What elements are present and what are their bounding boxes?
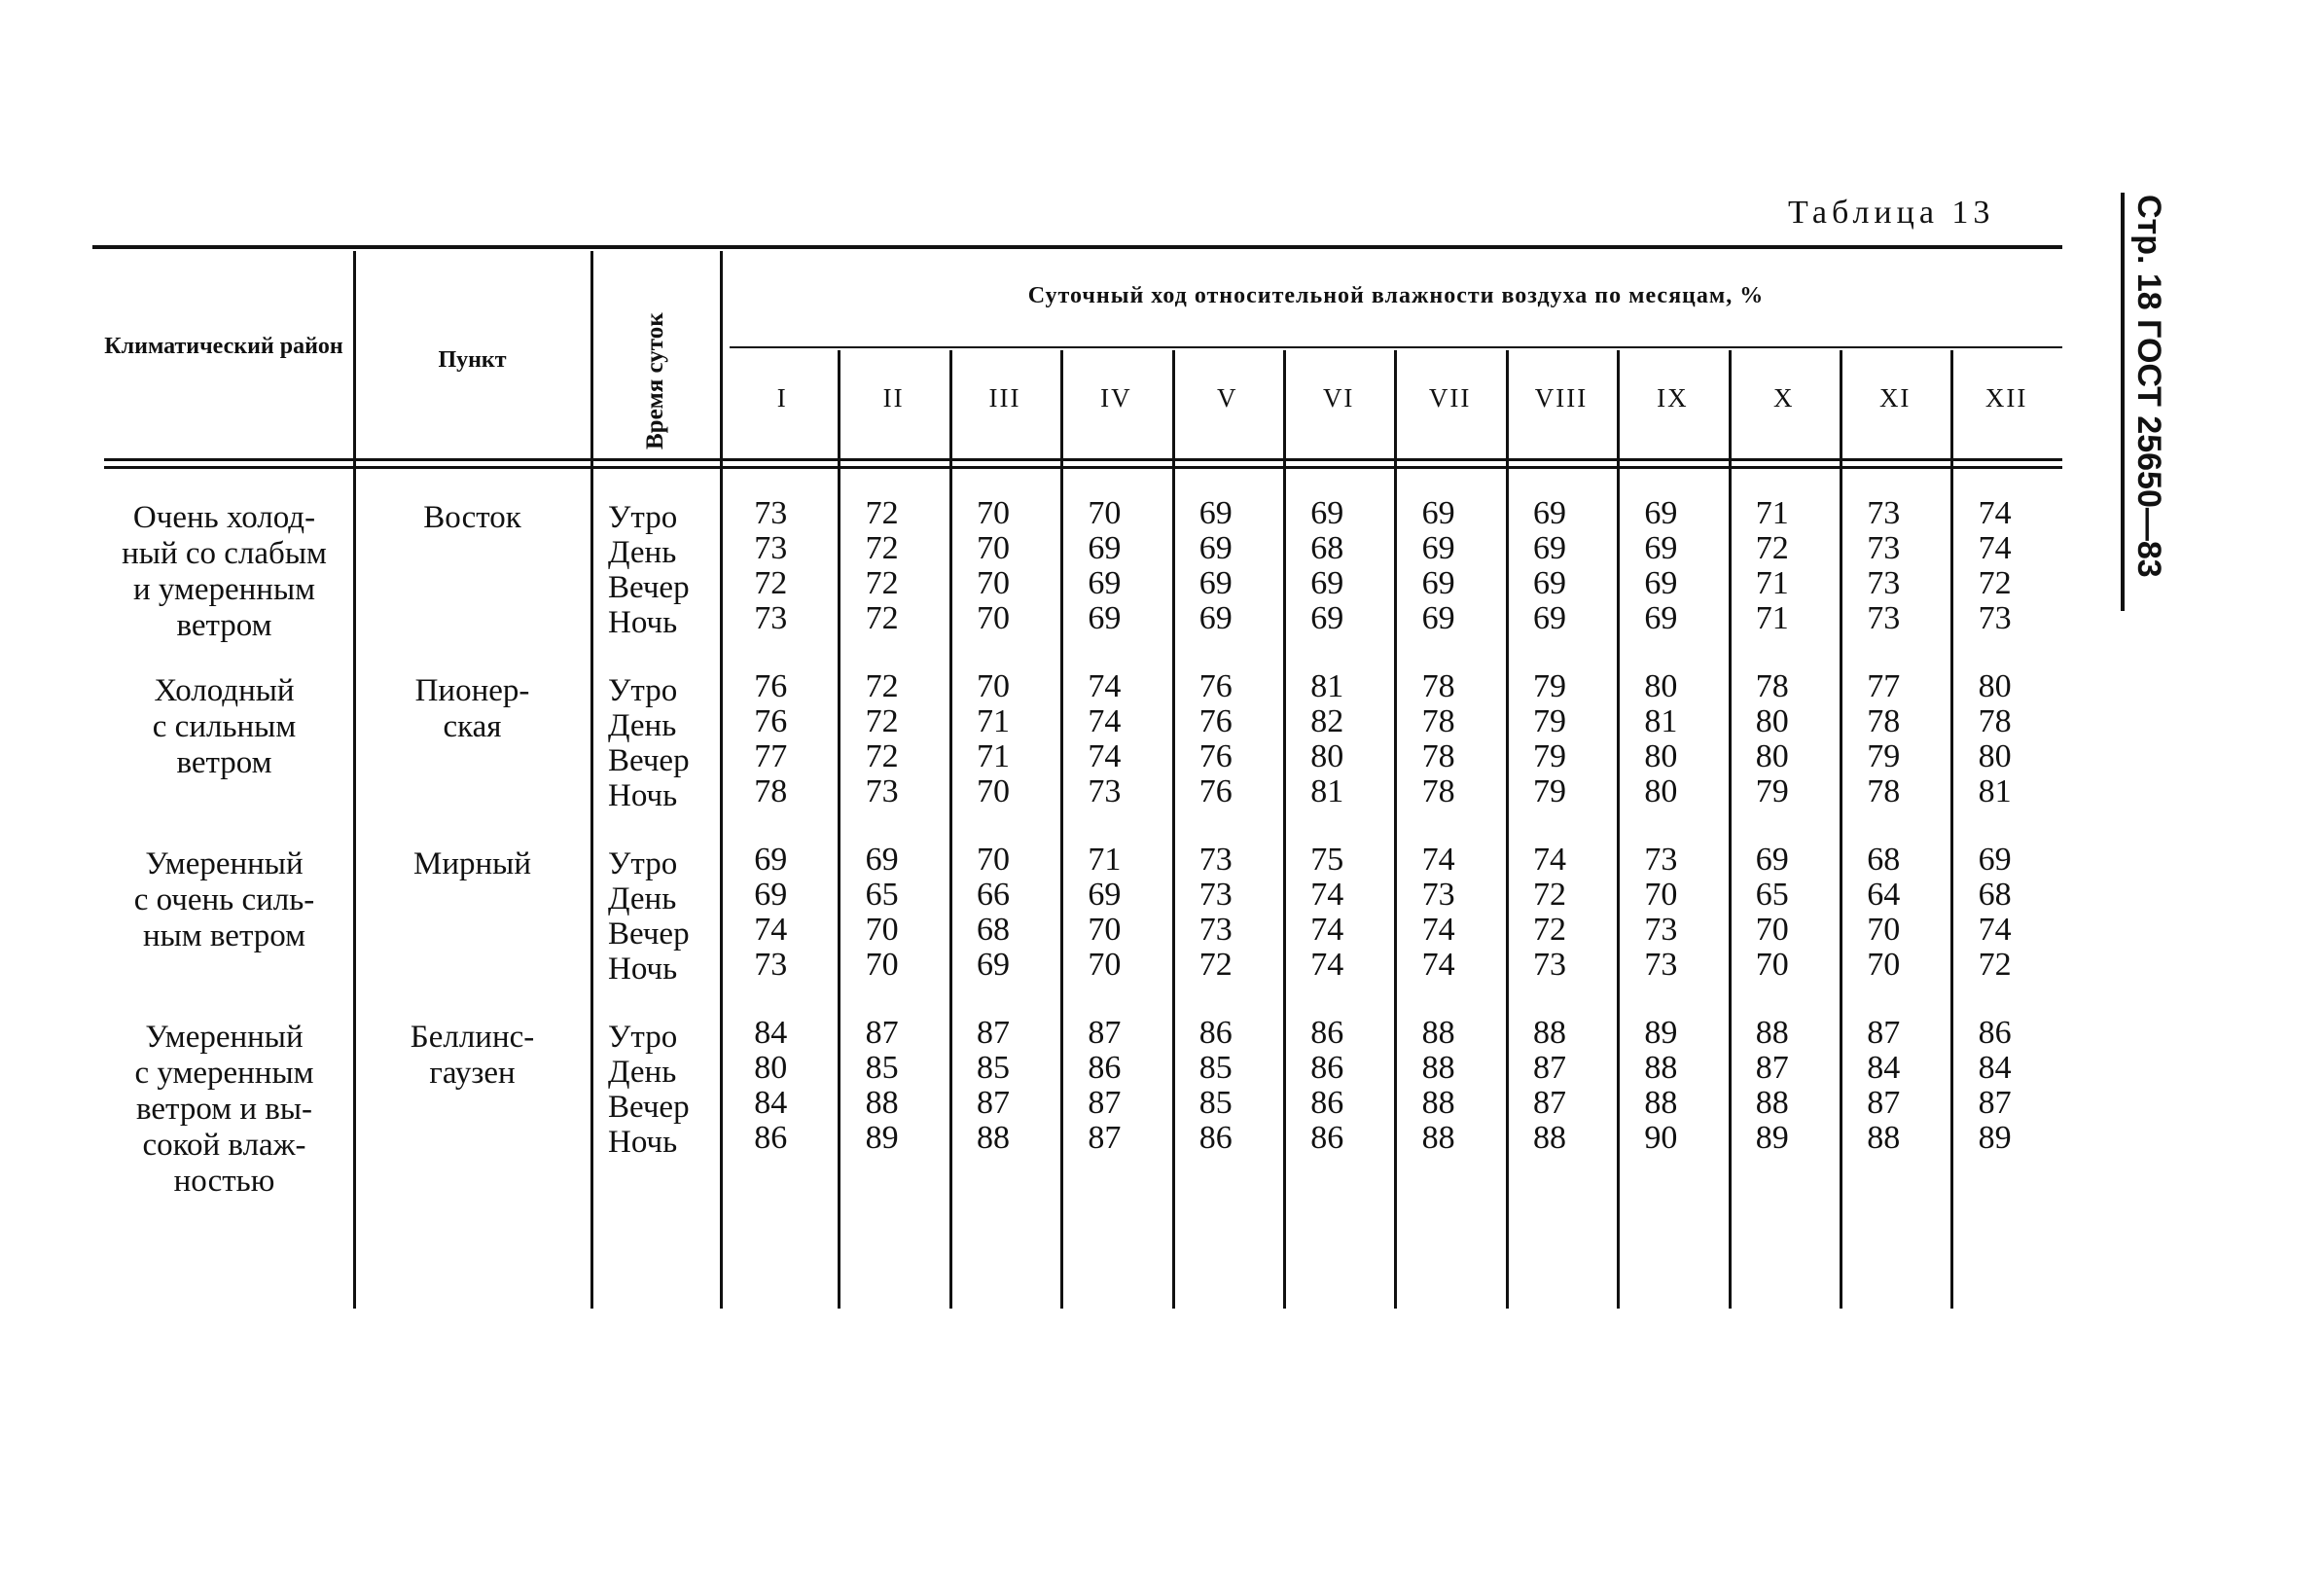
humidity-value: 73: [1867, 495, 1901, 531]
humidity-value: 72: [865, 703, 899, 739]
humidity-value: 68: [1310, 530, 1344, 566]
humidity-value: 89: [1755, 1120, 1789, 1156]
humidity-value: 81: [1310, 773, 1344, 809]
humidity-value: 81: [1310, 668, 1344, 704]
humidity-value: 65: [865, 877, 899, 913]
time-of-day-cell: Утро: [608, 500, 678, 535]
humidity-value: 79: [1533, 668, 1566, 704]
humidity-value: 84: [1867, 1050, 1901, 1086]
humidity-value: 74: [1088, 738, 1122, 774]
column-divider: [590, 251, 593, 1309]
month-divider: [1394, 350, 1397, 1309]
humidity-value: 69: [1644, 600, 1678, 636]
humidity-value: 69: [1533, 600, 1566, 636]
humidity-value: 88: [1533, 1120, 1566, 1156]
time-of-day-cell: День: [608, 535, 677, 570]
humidity-value: 77: [1867, 668, 1901, 704]
humidity-value: 80: [754, 1050, 788, 1086]
month-header: X: [1773, 383, 1795, 413]
humidity-value: 86: [1978, 1015, 2012, 1051]
humidity-value: 71: [1755, 565, 1789, 601]
humidity-value: 72: [865, 668, 899, 704]
humidity-value: 74: [1978, 530, 2012, 566]
humidity-value: 73: [1644, 912, 1678, 948]
humidity-value: 73: [754, 530, 788, 566]
month-divider: [1060, 350, 1063, 1309]
month-header: XII: [1984, 383, 2028, 413]
humidity-value: 69: [1533, 565, 1566, 601]
humidity-value: 80: [1978, 738, 2012, 774]
humidity-value: 71: [977, 738, 1010, 774]
humidity-value: 72: [1198, 947, 1233, 983]
humidity-value: 72: [1755, 530, 1789, 566]
humidity-value: 70: [1867, 947, 1901, 983]
humidity-value: 87: [1978, 1085, 2012, 1121]
humidity-value: 73: [1198, 912, 1233, 948]
humidity-value: 87: [1533, 1085, 1566, 1121]
humidity-value: 69: [1088, 530, 1122, 566]
humidity-value: 69: [1088, 877, 1122, 913]
month-header: IV: [1100, 383, 1132, 413]
humidity-value: 70: [1088, 912, 1122, 948]
time-of-day-cell: Утро: [608, 846, 678, 881]
humidity-value: 81: [1978, 773, 2012, 809]
humidity-value: 89: [1644, 1015, 1678, 1051]
humidity-value: 74: [1978, 495, 2012, 531]
month-header: VIII: [1534, 383, 1589, 413]
humidity-value: 69: [1533, 530, 1566, 566]
month-header: XI: [1878, 383, 1912, 413]
time-of-day-cell: Утро: [608, 1020, 678, 1055]
humidity-value: 74: [1310, 947, 1344, 983]
humidity-value: 70: [1644, 877, 1678, 913]
humidity-value: 71: [1088, 842, 1122, 878]
humidity-value: 86: [1310, 1015, 1344, 1051]
region-cell: Умеренный с очень силь- ным ветром: [133, 846, 315, 953]
humidity-value: 88: [1421, 1015, 1455, 1051]
humidity-value: 73: [754, 947, 788, 983]
humidity-value: 72: [1533, 912, 1566, 948]
point-cell: Пионер- ская: [414, 673, 530, 744]
humidity-value: 76: [1198, 773, 1233, 809]
humidity-value: 84: [1978, 1050, 2012, 1086]
humidity-value: 69: [754, 842, 788, 878]
humidity-value: 87: [1088, 1015, 1122, 1051]
humidity-value: 76: [1198, 703, 1233, 739]
humidity-value: 78: [1978, 703, 2012, 739]
humidity-value: 89: [865, 1120, 899, 1156]
point-cell: Восток: [423, 500, 521, 535]
humidity-value: 87: [1755, 1050, 1789, 1086]
humidity-value: 88: [1421, 1085, 1455, 1121]
humidity-value: 88: [1533, 1015, 1566, 1051]
humidity-value: 87: [1867, 1015, 1901, 1051]
humidity-value: 69: [1198, 565, 1233, 601]
humidity-value: 78: [1421, 738, 1455, 774]
humidity-value: 79: [1533, 773, 1566, 809]
humidity-value: 77: [754, 738, 788, 774]
humidity-value: 74: [1533, 842, 1566, 878]
humidity-value: 86: [1310, 1085, 1344, 1121]
humidity-value: 70: [1867, 912, 1901, 948]
humidity-value: 64: [1867, 877, 1901, 913]
humidity-value: 69: [1198, 600, 1233, 636]
humidity-value: 87: [865, 1015, 899, 1051]
humidity-value: 85: [865, 1050, 899, 1086]
humidity-value: 73: [1978, 600, 2012, 636]
header-point: Пункт: [438, 347, 507, 373]
humidity-value: 69: [1644, 530, 1678, 566]
humidity-value: 74: [1310, 912, 1344, 948]
humidity-value: 71: [1755, 495, 1789, 531]
time-of-day-cell: День: [608, 881, 677, 916]
time-of-day-cell: Вечер: [608, 1090, 690, 1125]
month-header: V: [1217, 383, 1238, 413]
humidity-value: 78: [1867, 773, 1901, 809]
humidity-value: 72: [865, 565, 899, 601]
humidity-value: 73: [1088, 773, 1122, 809]
humidity-value: 90: [1644, 1120, 1678, 1156]
humidity-value: 70: [977, 773, 1010, 809]
humidity-value: 88: [977, 1120, 1010, 1156]
humidity-value: 74: [1421, 947, 1455, 983]
humidity-value: 86: [1198, 1015, 1233, 1051]
header-bottom-rule-2: [104, 466, 2062, 469]
humidity-value: 80: [1644, 668, 1678, 704]
page-side-label: [2127, 195, 2170, 613]
humidity-value: 72: [1978, 565, 2012, 601]
region-cell: Холодный с сильным ветром: [152, 673, 297, 780]
humidity-value: 78: [1867, 703, 1901, 739]
humidity-value: 69: [865, 842, 899, 878]
humidity-value: 88: [1755, 1015, 1789, 1051]
humidity-value: 69: [1533, 495, 1566, 531]
month-divider: [1617, 350, 1620, 1309]
humidity-value: 80: [1310, 738, 1344, 774]
month-header: I: [776, 383, 788, 413]
time-of-day-cell: Ночь: [608, 605, 678, 640]
humidity-value: 87: [1533, 1050, 1566, 1086]
humidity-value: 73: [1867, 530, 1901, 566]
humidity-value: 70: [977, 530, 1010, 566]
months-header-rule: [730, 346, 2062, 348]
humidity-value: 69: [1198, 530, 1233, 566]
humidity-value: 72: [865, 530, 899, 566]
humidity-value: 80: [1644, 773, 1678, 809]
humidity-table: [92, 245, 2062, 1315]
humidity-value: 72: [1978, 947, 2012, 983]
humidity-value: 68: [1867, 842, 1901, 878]
month-divider: [838, 350, 840, 1309]
side-rule: [2121, 193, 2125, 611]
time-of-day-cell: Вечер: [608, 743, 690, 778]
humidity-value: 86: [1310, 1050, 1344, 1086]
humidity-value: 88: [1421, 1050, 1455, 1086]
humidity-value: 70: [865, 912, 899, 948]
humidity-value: 70: [977, 842, 1010, 878]
humidity-value: 66: [977, 877, 1010, 913]
humidity-value: 74: [1310, 877, 1344, 913]
humidity-value: 84: [754, 1085, 788, 1121]
humidity-value: 73: [1198, 842, 1233, 878]
humidity-value: 89: [1978, 1120, 2012, 1156]
humidity-value: 78: [1421, 773, 1455, 809]
humidity-value: 87: [1088, 1120, 1122, 1156]
humidity-value: 70: [977, 600, 1010, 636]
humidity-value: 70: [1755, 912, 1789, 948]
humidity-value: 73: [1644, 842, 1678, 878]
page-number-label: Стр. 18 ГОСТ 25650—83: [2130, 195, 2167, 578]
header-region: Климатический район: [104, 334, 343, 359]
month-header: II: [882, 383, 905, 413]
humidity-value: 80: [1755, 738, 1789, 774]
humidity-value: 69: [1088, 600, 1122, 636]
humidity-value: 69: [754, 877, 788, 913]
humidity-value: 88: [1644, 1085, 1678, 1121]
humidity-value: 86: [754, 1120, 788, 1156]
humidity-value: 68: [1978, 877, 2012, 913]
humidity-value: 74: [754, 912, 788, 948]
humidity-value: 69: [1198, 495, 1233, 531]
month-header: VII: [1428, 383, 1472, 413]
humidity-value: 88: [1421, 1120, 1455, 1156]
humidity-value: 74: [1088, 703, 1122, 739]
humidity-value: 78: [1421, 703, 1455, 739]
month-header: III: [988, 383, 1021, 413]
humidity-value: 72: [865, 600, 899, 636]
humidity-value: 84: [754, 1015, 788, 1051]
humidity-value: 69: [1978, 842, 2012, 878]
month-divider: [1729, 350, 1732, 1309]
humidity-value: 79: [1755, 773, 1789, 809]
humidity-value: 68: [977, 912, 1010, 948]
humidity-value: 71: [977, 703, 1010, 739]
humidity-value: 69: [977, 947, 1010, 983]
humidity-value: 73: [754, 600, 788, 636]
humidity-value: 73: [1198, 877, 1233, 913]
humidity-value: 70: [1755, 947, 1789, 983]
humidity-value: 72: [865, 738, 899, 774]
header-time: Время суток: [642, 312, 668, 449]
humidity-value: 73: [1867, 600, 1901, 636]
point-cell: Мирный: [413, 846, 531, 881]
humidity-value: 69: [1421, 530, 1455, 566]
humidity-value: 87: [977, 1085, 1010, 1121]
point-cell: Беллинс- гаузен: [410, 1020, 535, 1091]
time-of-day-cell: Вечер: [608, 916, 690, 952]
humidity-value: 76: [1198, 738, 1233, 774]
time-of-day-cell: Ночь: [608, 1125, 678, 1160]
month-header: IX: [1657, 383, 1689, 413]
humidity-value: 69: [1310, 495, 1344, 531]
time-of-day-cell: Вечер: [608, 570, 690, 605]
humidity-value: 82: [1310, 703, 1344, 739]
humidity-value: 73: [1644, 947, 1678, 983]
humidity-value: 88: [1644, 1050, 1678, 1086]
humidity-value: 69: [1310, 565, 1344, 601]
humidity-value: 73: [1533, 947, 1566, 983]
humidity-value: 86: [1310, 1120, 1344, 1156]
humidity-value: 88: [1867, 1120, 1901, 1156]
humidity-value: 76: [754, 668, 788, 704]
humidity-value: 69: [1644, 565, 1678, 601]
humidity-value: 78: [754, 773, 788, 809]
humidity-value: 87: [1088, 1085, 1122, 1121]
humidity-value: 78: [1755, 668, 1789, 704]
humidity-value: 86: [1198, 1120, 1233, 1156]
humidity-value: 85: [977, 1050, 1010, 1086]
humidity-value: 87: [1867, 1085, 1901, 1121]
humidity-value: 80: [1755, 703, 1789, 739]
humidity-value: 70: [1088, 947, 1122, 983]
humidity-value: 79: [1533, 738, 1566, 774]
humidity-value: 85: [1198, 1050, 1233, 1086]
month-divider: [1950, 350, 1953, 1309]
humidity-value: 74: [1421, 912, 1455, 948]
humidity-value: 70: [865, 947, 899, 983]
region-cell: Умеренный с умеренным ветром и вы- сокой влаж- ностью: [134, 1020, 314, 1199]
humidity-value: 70: [1088, 495, 1122, 531]
month-divider: [1283, 350, 1286, 1309]
humidity-value: 65: [1755, 877, 1789, 913]
humidity-value: 78: [1421, 668, 1455, 704]
column-divider: [353, 251, 356, 1309]
humidity-value: 69: [1421, 565, 1455, 601]
humidity-value: 76: [1198, 668, 1233, 704]
month-header: VI: [1322, 383, 1355, 413]
humidity-value: 79: [1533, 703, 1566, 739]
humidity-value: 73: [865, 773, 899, 809]
month-divider: [1172, 350, 1175, 1309]
table-top-rule: [92, 245, 2062, 249]
humidity-value: 87: [977, 1015, 1010, 1051]
time-of-day-cell: Утро: [608, 673, 678, 708]
time-of-day-cell: День: [608, 708, 677, 743]
humidity-value: 76: [754, 703, 788, 739]
humidity-value: 71: [1755, 600, 1789, 636]
humidity-value: 69: [1644, 495, 1678, 531]
humidity-value: 80: [1978, 668, 2012, 704]
humidity-value: 81: [1644, 703, 1678, 739]
humidity-value: 72: [865, 495, 899, 531]
humidity-value: 85: [1198, 1085, 1233, 1121]
humidity-value: 72: [1533, 877, 1566, 913]
humidity-value: 86: [1088, 1050, 1122, 1086]
humidity-value: 74: [1088, 668, 1122, 704]
humidity-value: 74: [1421, 842, 1455, 878]
humidity-value: 69: [1755, 842, 1789, 878]
time-of-day-cell: Ночь: [608, 952, 678, 987]
table-caption: Таблица 13: [1788, 195, 1995, 231]
humidity-value: 73: [1421, 877, 1455, 913]
humidity-value: 70: [977, 495, 1010, 531]
month-divider: [1506, 350, 1509, 1309]
humidity-value: 69: [1421, 495, 1455, 531]
humidity-value: 80: [1644, 738, 1678, 774]
humidity-value: 69: [1088, 565, 1122, 601]
humidity-value: 75: [1310, 842, 1344, 878]
humidity-value: 70: [977, 668, 1010, 704]
humidity-value: 70: [977, 565, 1010, 601]
humidity-value: 88: [1755, 1085, 1789, 1121]
header-bottom-rule: [104, 458, 2062, 461]
humidity-value: 73: [1867, 565, 1901, 601]
humidity-value: 79: [1867, 738, 1901, 774]
month-divider: [949, 350, 952, 1309]
humidity-value: 72: [754, 565, 788, 601]
humidity-value: 88: [865, 1085, 899, 1121]
time-of-day-cell: День: [608, 1055, 677, 1090]
region-cell: Очень холод- ный со слабым и умеренным ветром: [122, 500, 327, 643]
humidity-value: 73: [754, 495, 788, 531]
humidity-value: 69: [1421, 600, 1455, 636]
humidity-value: 74: [1978, 912, 2012, 948]
header-humidity: Суточный ход относительной влажности воздуха по месяцам, %: [1027, 283, 1765, 308]
month-divider: [1840, 350, 1842, 1309]
humidity-value: 69: [1310, 600, 1344, 636]
time-of-day-cell: Ночь: [608, 778, 678, 813]
